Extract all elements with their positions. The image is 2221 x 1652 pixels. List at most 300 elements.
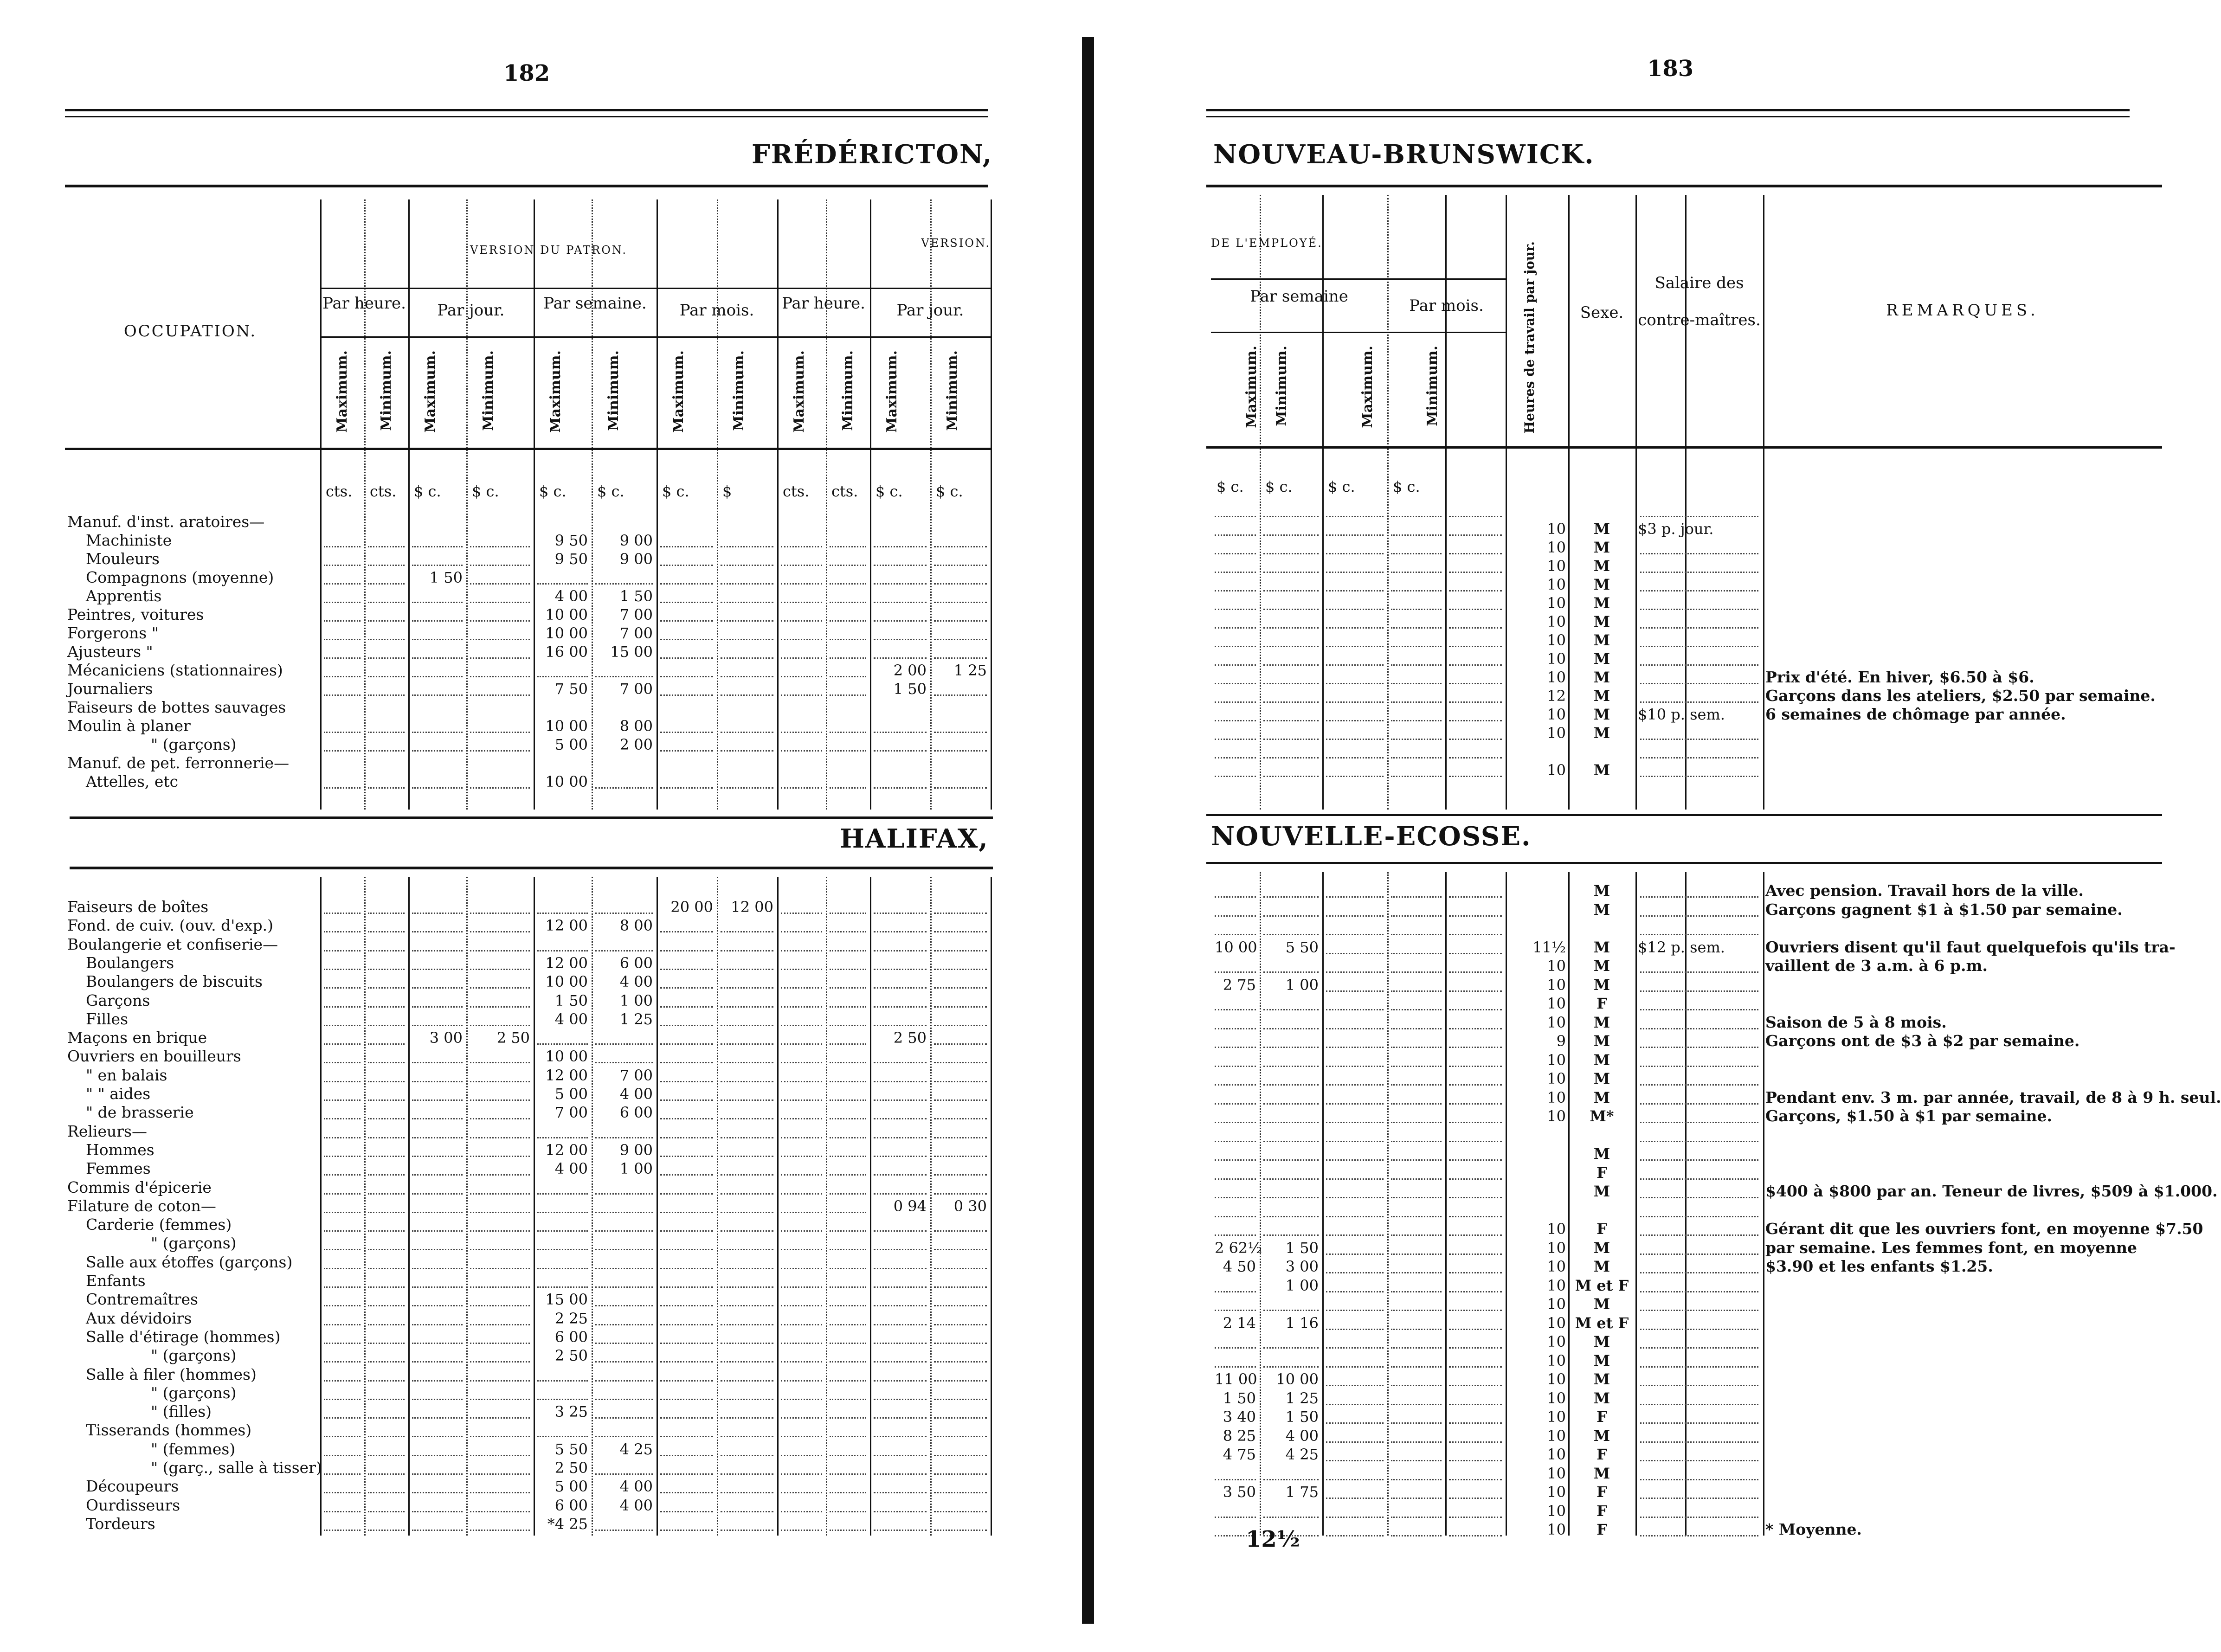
remark-text: Prix d'été. En hiver, $6.50 à $6. — [1765, 668, 2034, 686]
remark-text: Saison de 5 à 8 mois. — [1765, 1013, 1947, 1031]
empty-cell — [1263, 1122, 1319, 1123]
group-header-version: VERSION. — [921, 237, 991, 250]
empty-cell — [934, 987, 987, 989]
empty-cell — [1391, 1535, 1442, 1536]
empty-cell — [1326, 646, 1384, 647]
empty-cell — [934, 1417, 987, 1419]
empty-cell — [1640, 1047, 1758, 1048]
empty-cell — [1449, 572, 1502, 573]
empty-cell — [1326, 1103, 1384, 1105]
empty-cell — [1215, 627, 1256, 629]
empty-cell — [781, 931, 822, 932]
empty-cell — [1640, 739, 1758, 740]
empty-cell — [595, 1530, 653, 1531]
hours-cell: 10 — [1547, 539, 1566, 556]
empty-cell — [368, 1193, 405, 1195]
empty-cell — [324, 987, 361, 989]
empty-cell — [1449, 1047, 1502, 1048]
table-cell: 9 50 — [554, 532, 588, 549]
hours-cell: 10 — [1547, 1333, 1566, 1350]
column-rule — [534, 199, 535, 810]
hours-cell: 10 — [1547, 1220, 1566, 1238]
empty-cell — [1263, 1234, 1319, 1236]
empty-cell — [1326, 1441, 1384, 1443]
empty-cell — [368, 1249, 405, 1250]
section-title-fredericton: FRÉDÉRICTON, — [752, 139, 993, 170]
empty-cell — [1215, 1047, 1256, 1048]
remark-text: $3.90 et les enfants $1.25. — [1765, 1257, 1993, 1275]
empty-cell — [1640, 627, 1758, 629]
sex-cell: M — [1593, 557, 1610, 575]
empty-cell — [595, 1043, 653, 1045]
empty-cell — [595, 1473, 653, 1475]
sex-header: Sexe. — [1580, 303, 1624, 322]
hours-cell: 10 — [1547, 976, 1566, 994]
sex-cell: F — [1597, 1220, 1607, 1238]
table-cell: 4 50 — [1223, 1258, 1256, 1275]
empty-cell — [1449, 896, 1502, 898]
empty-cell — [1449, 1479, 1502, 1480]
empty-cell — [830, 950, 866, 951]
empty-cell — [781, 602, 822, 603]
empty-cell — [324, 1099, 361, 1101]
empty-cell — [830, 657, 866, 659]
empty-cell — [595, 1436, 653, 1437]
empty-cell — [1449, 1141, 1502, 1142]
empty-cell — [660, 1455, 713, 1456]
section-title-nouvelle-ecosse: NOUVELLE-ECOSSE. — [1211, 821, 1532, 852]
empty-cell — [660, 1081, 713, 1082]
empty-cell — [324, 1156, 361, 1157]
max-label: Maximum. — [670, 350, 687, 433]
empty-cell — [660, 969, 713, 970]
empty-cell — [1326, 1122, 1384, 1123]
empty-cell — [1391, 1197, 1442, 1198]
empty-cell — [324, 1137, 361, 1138]
empty-cell — [412, 1324, 463, 1325]
table-cell: 4 25 — [1285, 1446, 1319, 1463]
remark-text: $400 à $800 par an. Teneur de livres, $509 à $1.000. — [1765, 1182, 2218, 1200]
empty-cell — [934, 1156, 987, 1157]
empty-cell — [781, 1455, 822, 1456]
occupation-label: Forgerons " — [67, 624, 159, 642]
empty-cell — [781, 1361, 822, 1363]
table-cell: 6 00 — [619, 954, 653, 972]
empty-cell — [324, 1361, 361, 1363]
sex-cell: M — [1593, 976, 1610, 994]
right-page — [1114, 0, 2221, 1652]
empty-cell — [1215, 1028, 1256, 1029]
empty-cell — [1326, 757, 1384, 759]
table-cell: 5 00 — [554, 1085, 588, 1103]
empty-cell — [324, 950, 361, 951]
table-cell: 1 00 — [1285, 1276, 1319, 1294]
empty-cell — [721, 1081, 773, 1082]
empty-cell — [830, 1174, 866, 1176]
hours-cell: 10 — [1547, 724, 1566, 742]
empty-cell — [721, 1436, 773, 1437]
empty-cell — [324, 1043, 361, 1045]
empty-cell — [1263, 1310, 1319, 1311]
table-cell: 6 00 — [619, 1104, 653, 1122]
occupation-label: Boulangers de biscuits — [86, 972, 263, 991]
occupation-label: Salle à filer (hommes) — [86, 1365, 257, 1383]
empty-cell — [412, 694, 463, 696]
empty-cell — [412, 1286, 463, 1288]
empty-cell — [368, 1436, 405, 1437]
sex-cell: F — [1597, 1521, 1607, 1538]
min-label: Minimum. — [944, 350, 960, 431]
empty-cell — [1391, 1066, 1442, 1067]
sex-cell: M — [1593, 539, 1610, 556]
hours-cell: 10 — [1547, 1483, 1566, 1501]
empty-cell — [934, 913, 987, 914]
empty-cell — [1326, 572, 1384, 573]
empty-cell — [1391, 915, 1442, 917]
empty-cell — [1449, 609, 1502, 610]
empty-cell — [470, 1268, 530, 1269]
table-cell: 10 00 — [545, 624, 588, 642]
empty-cell — [934, 1286, 987, 1288]
empty-cell — [1215, 1141, 1256, 1142]
empty-cell — [1326, 990, 1384, 992]
empty-cell — [1215, 516, 1256, 517]
empty-cell — [1263, 757, 1319, 759]
empty-cell — [412, 1137, 463, 1138]
empty-cell — [934, 1062, 987, 1063]
empty-cell — [1215, 757, 1256, 759]
empty-cell — [781, 969, 822, 970]
empty-cell — [1326, 1479, 1384, 1480]
empty-cell — [721, 1230, 773, 1232]
empty-cell — [1449, 1535, 1502, 1536]
empty-cell — [1263, 1103, 1319, 1105]
hours-cell: 10 — [1547, 1088, 1566, 1106]
empty-cell — [1391, 1234, 1442, 1236]
empty-cell — [1449, 1216, 1502, 1217]
sex-cell: M — [1593, 938, 1610, 956]
table-cell: 1 50 — [1285, 1408, 1319, 1426]
empty-cell — [830, 1305, 866, 1306]
min-label: Minimum. — [840, 350, 856, 431]
empty-cell — [874, 1361, 927, 1363]
empty-cell — [874, 1399, 927, 1400]
empty-cell — [324, 1249, 361, 1250]
empty-cell — [1263, 1159, 1319, 1161]
empty-cell — [368, 787, 405, 789]
hours-cell: 12 — [1547, 687, 1566, 705]
occupation-label: " (filles) — [151, 1402, 212, 1421]
empty-cell — [1215, 1103, 1256, 1105]
empty-cell — [368, 750, 405, 752]
empty-cell — [874, 583, 927, 585]
empty-cell — [660, 1118, 713, 1119]
column-rule — [1763, 872, 1764, 1536]
empty-cell — [660, 1156, 713, 1157]
table-cell: 2 00 — [893, 662, 927, 679]
empty-cell — [874, 1436, 927, 1437]
sex-cell: F — [1597, 1446, 1607, 1463]
empty-cell — [1391, 896, 1442, 898]
occupation-label: Maçons en brique — [67, 1028, 207, 1047]
empty-cell — [1391, 1347, 1442, 1349]
remark-text: Pendant env. 3 m. par année, travail, de 8 à 9 h. seul. — [1765, 1088, 2221, 1106]
empty-cell — [874, 1343, 927, 1344]
empty-cell — [324, 1212, 361, 1213]
empty-cell — [470, 969, 530, 970]
occupation-label: Relieurs— — [67, 1122, 147, 1140]
hours-cell: 10 — [1547, 557, 1566, 575]
empty-cell — [934, 1530, 987, 1531]
empty-cell — [595, 1137, 653, 1138]
occupation-label: " (garçons) — [151, 1383, 237, 1402]
empty-cell — [781, 1006, 822, 1008]
empty-cell — [1263, 516, 1319, 517]
column-rule — [657, 877, 658, 1536]
empty-cell — [595, 1417, 653, 1419]
empty-cell — [368, 639, 405, 640]
remark-text: * Moyenne. — [1765, 1520, 1862, 1538]
empty-cell — [781, 676, 822, 677]
empty-cell — [368, 1006, 405, 1008]
table-cell: 0 94 — [893, 1197, 927, 1215]
empty-cell — [830, 1436, 866, 1437]
hours-cell: 10 — [1547, 650, 1566, 668]
table-cell: 10 00 — [545, 717, 588, 735]
empty-cell — [1640, 757, 1758, 759]
empty-cell — [1391, 1498, 1442, 1499]
empty-cell — [1263, 1084, 1319, 1086]
empty-cell — [368, 1081, 405, 1082]
empty-cell — [1326, 1460, 1384, 1461]
empty-cell — [721, 1174, 773, 1176]
empty-cell — [1215, 1122, 1256, 1123]
max-label: Maximum. — [791, 350, 807, 433]
empty-cell — [1263, 1347, 1319, 1349]
occupation-label: Mouleurs — [86, 550, 160, 568]
empty-cell — [1326, 1385, 1384, 1386]
sex-cell: M — [1593, 1051, 1610, 1069]
empty-cell — [324, 1380, 361, 1382]
empty-cell — [660, 1380, 713, 1382]
empty-cell — [1263, 646, 1319, 647]
empty-cell — [830, 1118, 866, 1119]
empty-cell — [470, 1099, 530, 1101]
empty-cell — [721, 1492, 773, 1493]
empty-cell — [470, 1174, 530, 1176]
empty-cell — [595, 1361, 653, 1363]
empty-cell — [1449, 1272, 1502, 1273]
empty-cell — [1263, 1479, 1319, 1480]
table-cell: 5 50 — [554, 1440, 588, 1458]
empty-cell — [1640, 1197, 1758, 1198]
empty-cell — [412, 1399, 463, 1400]
empty-cell — [1263, 1366, 1319, 1368]
empty-cell — [1326, 1535, 1384, 1536]
empty-cell — [660, 1268, 713, 1269]
empty-cell — [1215, 609, 1256, 610]
empty-cell — [721, 987, 773, 989]
empty-cell — [1391, 1460, 1442, 1461]
empty-cell — [874, 1062, 927, 1063]
hours-cell: 10 — [1547, 1295, 1566, 1313]
empty-cell — [1640, 915, 1758, 917]
remark-text: Garçons dans les ateliers, $2.50 par semaine. — [1765, 687, 2156, 705]
empty-cell — [874, 931, 927, 932]
empty-cell — [1326, 1310, 1384, 1311]
empty-cell — [874, 1193, 927, 1195]
column-rule — [930, 199, 932, 810]
empty-cell — [470, 583, 530, 585]
empty-cell — [830, 1137, 866, 1138]
empty-cell — [874, 657, 927, 659]
empty-cell — [1640, 1404, 1758, 1405]
hours-cell: 11½ — [1532, 938, 1566, 956]
occupation-label: Boulangerie et confiserie— — [67, 935, 278, 953]
empty-cell — [721, 1006, 773, 1008]
nouvelle-ecosse-rule — [1206, 862, 2162, 864]
empty-cell — [412, 1380, 463, 1382]
empty-cell — [412, 1006, 463, 1008]
empty-cell — [660, 950, 713, 951]
empty-cell — [934, 1249, 987, 1250]
empty-cell — [1215, 553, 1256, 554]
empty-cell — [830, 1530, 866, 1531]
empty-cell — [1215, 1159, 1256, 1161]
empty-cell — [1326, 609, 1384, 610]
sex-cell: M — [1593, 724, 1610, 742]
sex-cell: M — [1593, 594, 1610, 612]
table-cell: 12 00 — [545, 954, 588, 972]
empty-cell — [1391, 934, 1442, 935]
empty-cell — [934, 1118, 987, 1119]
empty-cell — [1215, 971, 1256, 973]
sex-cell: M — [1593, 1239, 1610, 1257]
column-rule — [320, 877, 322, 1536]
table-cell: 8 00 — [619, 917, 653, 935]
empty-cell — [1640, 1498, 1758, 1499]
empty-cell — [1263, 590, 1319, 591]
empty-cell — [1263, 1216, 1319, 1217]
empty-cell — [412, 602, 463, 603]
header-rule — [1211, 278, 1506, 280]
empty-cell — [412, 620, 463, 622]
empty-cell — [324, 1305, 361, 1306]
empty-cell — [1326, 1178, 1384, 1180]
empty-cell — [1215, 1234, 1256, 1236]
hours-cell: 10 — [1547, 1370, 1566, 1388]
empty-cell — [368, 1137, 405, 1138]
table-cell: 10 00 — [1276, 1370, 1319, 1388]
empty-cell — [660, 732, 713, 733]
empty-cell — [660, 1530, 713, 1531]
title-rule — [1206, 185, 2162, 187]
empty-cell — [830, 1511, 866, 1512]
period-header: Par jour. — [896, 301, 964, 320]
hours-cell: 10 — [1547, 1107, 1566, 1125]
hours-cell: 10 — [1547, 1351, 1566, 1369]
max-label: Maximum. — [422, 350, 438, 433]
sex-cell: M — [1593, 1295, 1610, 1313]
empty-cell — [470, 565, 530, 566]
empty-cell — [1215, 1347, 1256, 1349]
period-header: Par heure. — [322, 294, 406, 313]
table-cell: 2 75 — [1223, 976, 1256, 994]
empty-cell — [1449, 739, 1502, 740]
min-label: Minimum. — [731, 350, 747, 431]
hours-cell: 10 — [1547, 1051, 1566, 1069]
empty-cell — [1640, 1441, 1758, 1443]
empty-cell — [470, 1380, 530, 1382]
empty-cell — [874, 787, 927, 789]
empty-cell — [470, 1436, 530, 1437]
empty-cell — [721, 750, 773, 752]
empty-cell — [368, 1043, 405, 1045]
empty-cell — [934, 694, 987, 696]
empty-cell — [830, 1156, 866, 1157]
empty-cell — [874, 1118, 927, 1119]
empty-cell — [1449, 990, 1502, 992]
empty-cell — [1326, 971, 1384, 973]
title-rule — [65, 185, 988, 187]
empty-cell — [1391, 1253, 1442, 1255]
empty-cell — [830, 931, 866, 932]
occupation-label: Tordeurs — [86, 1514, 155, 1533]
empty-cell — [412, 1530, 463, 1531]
table-cell: 1 00 — [619, 1160, 653, 1178]
empty-cell — [830, 1361, 866, 1363]
empty-cell — [368, 1268, 405, 1269]
empty-cell — [1326, 1366, 1384, 1368]
empty-cell — [874, 1324, 927, 1325]
empty-cell — [660, 931, 713, 932]
empty-cell — [781, 583, 822, 585]
table-cell: 2 50 — [554, 1347, 588, 1365]
occupation-label: Manuf. d'inst. aratoires— — [67, 513, 265, 531]
empty-cell — [1391, 664, 1442, 666]
table-cell: 8 25 — [1223, 1427, 1256, 1445]
empty-cell — [470, 676, 530, 677]
empty-cell — [412, 1473, 463, 1475]
empty-cell — [595, 1380, 653, 1382]
empty-cell — [721, 1156, 773, 1157]
empty-cell — [874, 1530, 927, 1531]
empty-cell — [1391, 1028, 1442, 1029]
empty-cell — [781, 1399, 822, 1400]
table-cell: 6 00 — [554, 1496, 588, 1514]
foreman-header: Salaire des contre-maîtres. — [1638, 274, 1761, 329]
empty-cell — [1326, 1329, 1384, 1330]
empty-cell — [412, 750, 463, 752]
unit-label: $ c. — [597, 482, 624, 500]
remark-text: Garçons, $1.50 à $1 par semaine. — [1765, 1107, 2052, 1125]
table-cell: 7 00 — [619, 624, 653, 642]
empty-cell — [1263, 553, 1319, 554]
empty-cell — [324, 1343, 361, 1344]
empty-cell — [781, 1099, 822, 1101]
empty-cell — [1640, 1291, 1758, 1292]
empty-cell — [1449, 1291, 1502, 1292]
empty-cell — [1640, 1066, 1758, 1067]
sex-cell: M — [1593, 1032, 1610, 1050]
empty-cell — [368, 1156, 405, 1157]
empty-cell — [412, 1511, 463, 1512]
column-rule — [930, 877, 932, 1536]
unit-label: cts. — [783, 482, 810, 500]
empty-cell — [781, 1343, 822, 1344]
empty-cell — [1449, 1066, 1502, 1067]
empty-cell — [1640, 664, 1758, 666]
